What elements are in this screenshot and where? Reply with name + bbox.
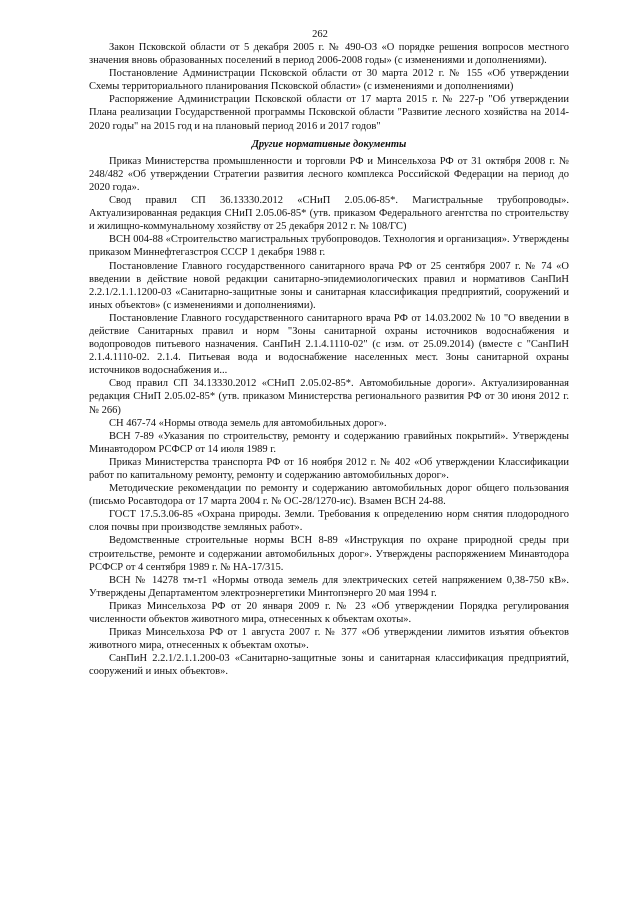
document-body xyxy=(89,41,569,679)
paragraph: Постановление Главного государственного санитарного врача РФ от 25 сентября 2007 г. № 74 «О введении в действие новой редакции санитарно-эпидемиологических правил и нормативов СанПиН 2.2.1/2.1.1.1200-03 «Санитарно-защитные зоны и санитарная классификация предприятий, сооружений и иных объектов» (с изменениями и дополнениями). xyxy=(89,260,569,311)
paragraph: Распоряжение Администрации Псковской области от 17 марта 2015 г. № 227-р "Об утверждении Плана реализации Государственной программы Псковской области "Развитие лесного хозяйства на 2014-2020 годы" на 2015 год и на плановый период 2016 и 2017 годов" xyxy=(89,94,569,132)
paragraph: Приказ Минсельхоза РФ от 1 августа 2007 г. № 377 «Об утверждении лимитов изъятия объектов животного мира, отнесенных к объектам охоты». xyxy=(89,627,569,652)
paragraph: ВСН № 14278 тм-т1 «Нормы отвода земель для электрических сетей напряжением 0,38-750 кВ». Утверждены Департаментом электроэнергетики Минтопэнерго 20 мая 1994 г. xyxy=(89,574,569,599)
paragraph: Методические рекомендации по ремонту и содержанию автомобильных дорог общего пользования (письмо Росавтодора от 17 марта 2004 г. № ОС-28/1270-ис). Взамен ВСН 24-88. xyxy=(89,483,569,508)
paragraph: Постановление Главного государственного санитарного врача РФ от 14.03.2002 № 10 "О введении в действие Санитарных правил и норм "Зоны санитарной охраны источников водоснабжения и водопроводов питьевого назначения. СанПиН 2.1.4.1110-02" (с изм. от 25.09.2014) (вместе с "СанПиН 2.1.4.1110-02. 2.1.4. Питьевая вода и водоснабжение населенных мест. Зоны санитарной охраны источников водоснабжения и... xyxy=(89,312,569,377)
paragraph: Свод правил СП 36.13330.2012 «СНиП 2.05.06-85*. Магистральные трубопроводы». Актуализированная редакция СНиП 2.05.06-85* (утв. приказом Федерального агентства по строительству и жилищно-коммунальному хозяйству от 25 декабря 2012 г. № 108/ГС) xyxy=(89,195,569,233)
paragraph: СанПиН 2.2.1/2.1.1.200-03 «Санитарно-защитные зоны и санитарная классификация предприятий, сооружений и иных объектов». xyxy=(89,653,569,678)
paragraph: Приказ Министерства промышленности и торговли РФ и Минсельхоза РФ от 31 октября 2008 г. № 248/482 «Об утверждении Стратегии развития лесного комплекса Российской Федерации на период до 2020 года». xyxy=(89,155,569,193)
paragraph: Приказ Министерства транспорта РФ от 16 ноября 2012 г. № 402 «Об утверждении Классификации работ по капитальному ремонту, ремонту и содержанию автомобильных дорог». xyxy=(89,456,569,481)
paragraph: ВСН 004-88 «Строительство магистральных трубопроводов. Технология и организация». Утверждены приказом Миннефтегазстроя СССР 1 декабря 1988 г. xyxy=(89,234,569,259)
section-heading: Другие нормативные документы xyxy=(251,138,407,150)
paragraph: Свод правил СП 34.13330.2012 «СНиП 2.05.02-85*. Автомобильные дороги». Актуализированная редакция СНиП 2.05.02-85* (утв. приказом Министерства регионального развития РФ от 30 июня 2012 г. № 266) xyxy=(89,378,569,416)
paragraph: ВСН 7-89 «Указания по строительству, ремонту и содержанию гравийных покрытий». Утверждены Минавтодором РСФСР от 14 июля 1989 г. xyxy=(89,430,569,455)
paragraph: Приказ Минсельхоза РФ от 20 января 2009 г. № 23 «Об утверждении Порядка регулирования численности объектов животного мира, отнесенных к объектам охоты». xyxy=(89,600,569,626)
paragraph: Постановление Администрации Псковской области от 30 марта 2012 г. № 155 «Об утверждении Схемы территориального планирования Псковской области» (с изменениями и дополнениями) xyxy=(89,68,569,93)
page-number: 262 xyxy=(312,29,328,40)
paragraph: ГОСТ 17.5.3.06-85 «Охрана природы. Земли. Требования к определению норм снятия плодородного слоя почвы при производстве земляных работ». xyxy=(89,509,569,534)
paragraph: Закон Псковской области от 5 декабря 2005 г. № 490-ОЗ «О порядке решения вопросов местного значения вновь образованных поселений в период 2006-2008 годы» (с изменениями и дополнениями). xyxy=(89,42,569,67)
paragraph: СН 467-74 «Нормы отвода земель для автомобильных дорог». xyxy=(109,417,387,429)
paragraph: Ведомственные строительные нормы ВСН 8-89 «Инструкция по охране природной среды при строительстве, ремонте и содержании автомобильных дорог». Утверждены распоряжением Минавтодора РСФСР от 4 сентября 1989 г. № НА-17/315. xyxy=(89,535,569,573)
